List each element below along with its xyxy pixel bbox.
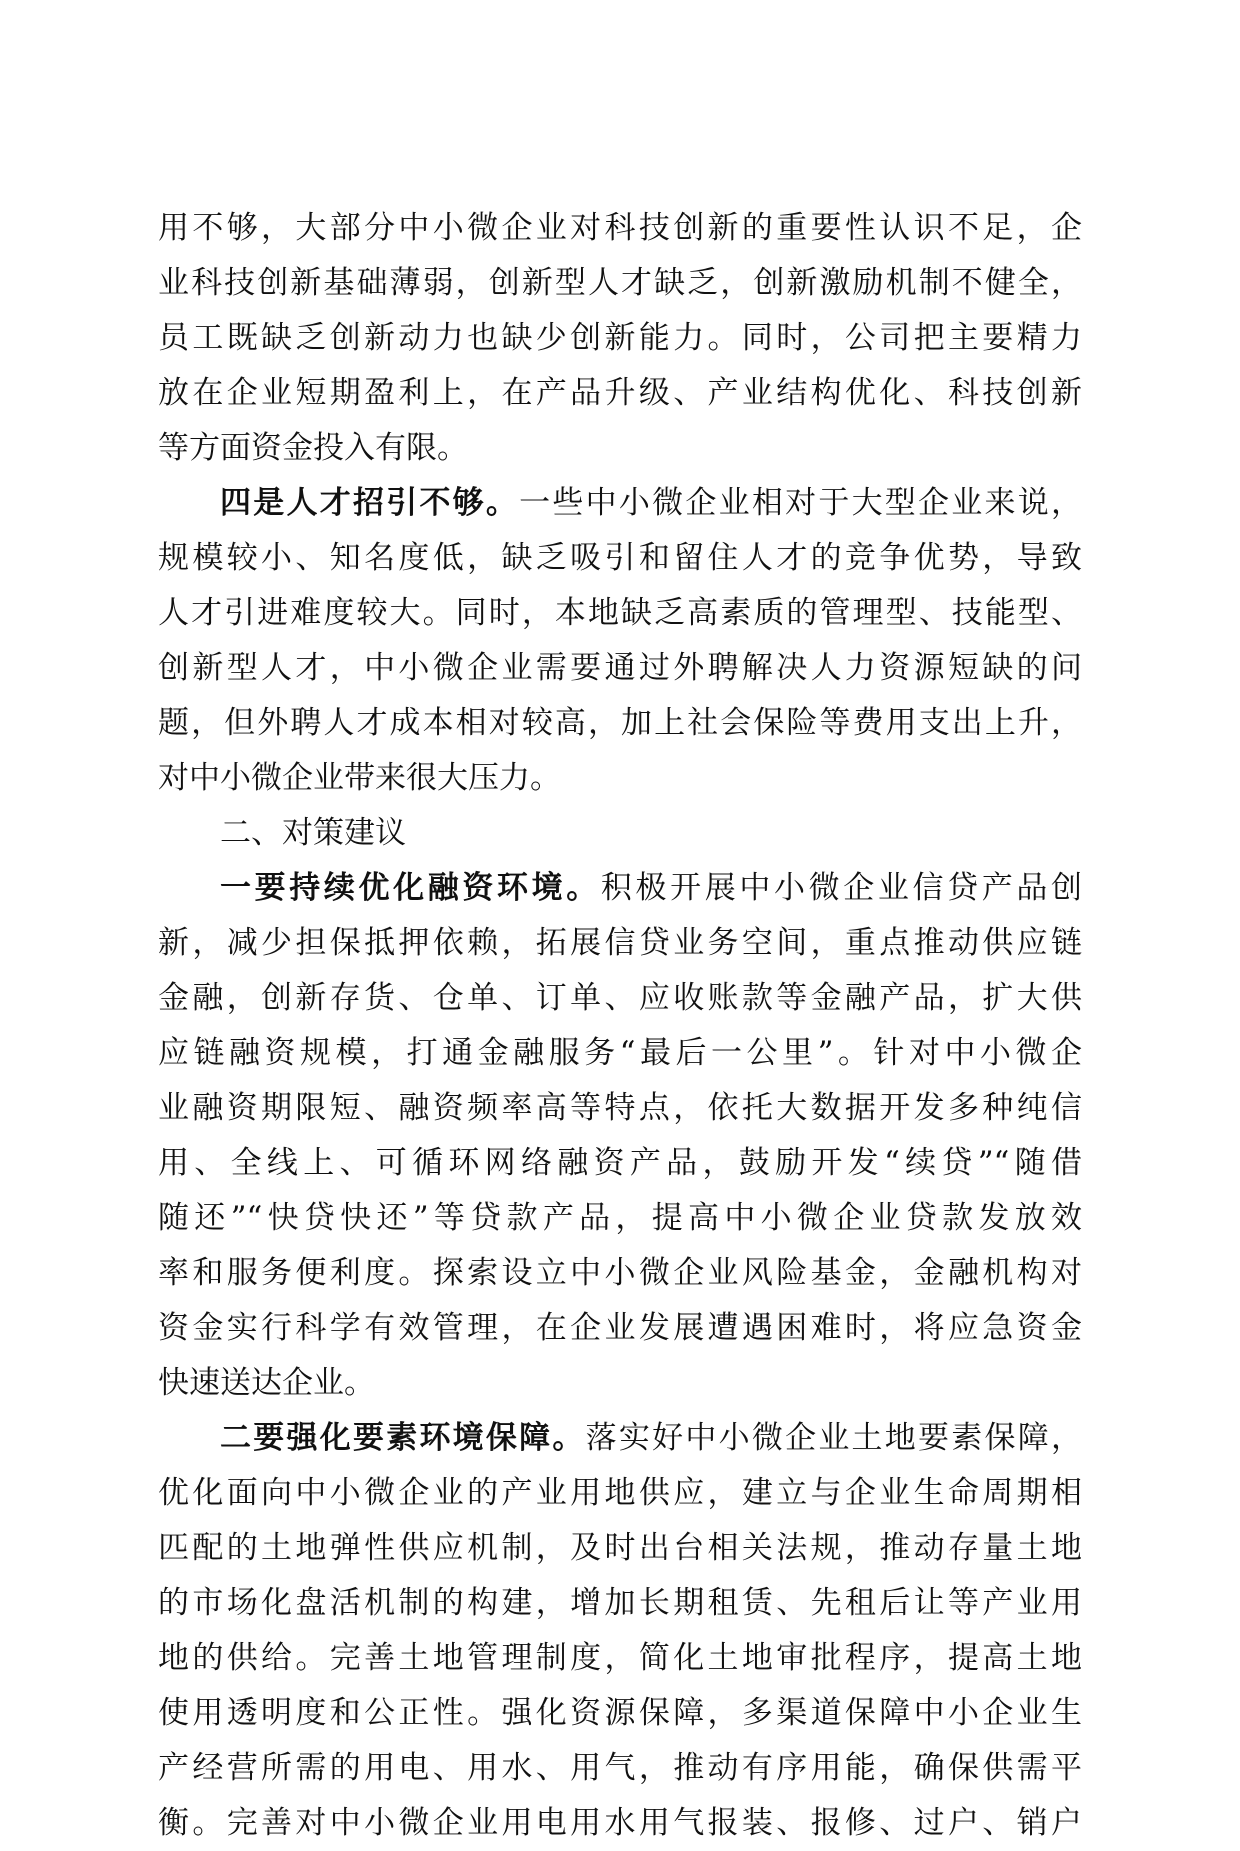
text-line: 新，减少担保抵押依赖，拓展信贷业务空间，重点推动供应链 (158, 925, 1082, 961)
text-line (158, 861, 1082, 916)
document-page (158, 201, 1083, 1841)
text-line: 等方面资金投入有限。 (158, 430, 468, 466)
text-line (158, 476, 1082, 531)
text-line: 对中小微企业带来很大压力。 (158, 760, 561, 796)
text-line: 创新型人才，中小微企业需要通过外聘解决人力资源短缺的问 (158, 650, 1082, 686)
text-line: 规模较小、知名度低，缺乏吸引和留住人才的竞争优势，导致 (158, 540, 1082, 576)
text-line: 使用透明度和公正性。强化资源保障，多渠道保障中小企业生 (158, 1695, 1082, 1731)
text-line: 题，但外聘人才成本相对较高，加上社会保险等费用支出上升， (158, 705, 1082, 741)
text-line: 率和服务便利度。探索设立中小微企业风险基金，金融机构对 (158, 1255, 1082, 1291)
text-line: 应链融资规模，打通金融服务“最后一公里”。针对中小微企 (158, 1035, 1082, 1071)
text-line: 金融，创新存货、仓单、订单、应收账款等金融产品，扩大供 (158, 980, 1082, 1016)
text-run: 一些中小微企业相对于大型企业来说， (519, 485, 1083, 521)
text-line: 产经营所需的用电、用水、用气，推动有序用能，确保供需平 (158, 1750, 1082, 1786)
text-line: 快速送达企业。 (158, 1365, 375, 1401)
text-line: 衡。完善对中小微企业用电用水用气报装、报修、过户、销户 (158, 1805, 1082, 1841)
text-line: 随还”“快贷快还”等贷款产品，提高中小微企业贷款发放效 (158, 1200, 1082, 1236)
paragraph-lead: 四是人才招引不够。 (220, 485, 520, 521)
section-title: 二、对策建议 (220, 815, 406, 851)
text-line: 人才引进难度较大。同时，本地缺乏高素质的管理型、技能型、 (158, 595, 1082, 631)
text-line: 资金实行科学有效管理，在企业发展遭遇困难时，将应急资金 (158, 1310, 1082, 1346)
text-line: 放在企业短期盈利上，在产品升级、产业结构优化、科技创新 (158, 375, 1082, 411)
text-line: 的市场化盘活机制的构建，增加长期租赁、先租后让等产业用 (158, 1585, 1082, 1621)
text-line: 匹配的土地弹性供应机制，及时出台相关法规，推动存量土地 (158, 1530, 1082, 1566)
text-line: 优化面向中小微企业的产业用地供应，建立与企业生命周期相 (158, 1475, 1082, 1511)
paragraph-factor-guarantee (158, 1411, 1082, 1851)
paragraph-lead: 一要持续优化融资环境。 (220, 870, 601, 906)
paragraph-talent-recruitment (158, 476, 1082, 806)
paragraph-tech-innovation (158, 201, 1082, 476)
text-line: 用不够，大部分中小微企业对科技创新的重要性认识不足，企 (158, 210, 1082, 246)
text-line (158, 1411, 1082, 1466)
text-line: 用、全线上、可循环网络融资产品，鼓励开发“续贷”“随借 (158, 1145, 1082, 1181)
paragraph-lead: 二要强化要素环境保障。 (220, 1420, 586, 1456)
text-line: 业融资期限短、融资频率高等特点，依托大数据开发多种纯信 (158, 1090, 1082, 1126)
section-heading (158, 806, 1082, 861)
text-run: 落实好中小微企业土地要素保障， (585, 1420, 1082, 1456)
text-line: 员工既缺乏创新动力也缺少创新能力。同时，公司把主要精力 (158, 320, 1082, 356)
text-line: 业科技创新基础薄弱，创新型人才缺乏，创新激励机制不健全， (158, 265, 1082, 301)
text-run: 积极开展中小微企业信贷产品创 (600, 870, 1082, 906)
text-line: 地的供给。完善土地管理制度，简化土地审批程序，提高土地 (158, 1640, 1082, 1676)
paragraph-financing-environment (158, 861, 1082, 1411)
